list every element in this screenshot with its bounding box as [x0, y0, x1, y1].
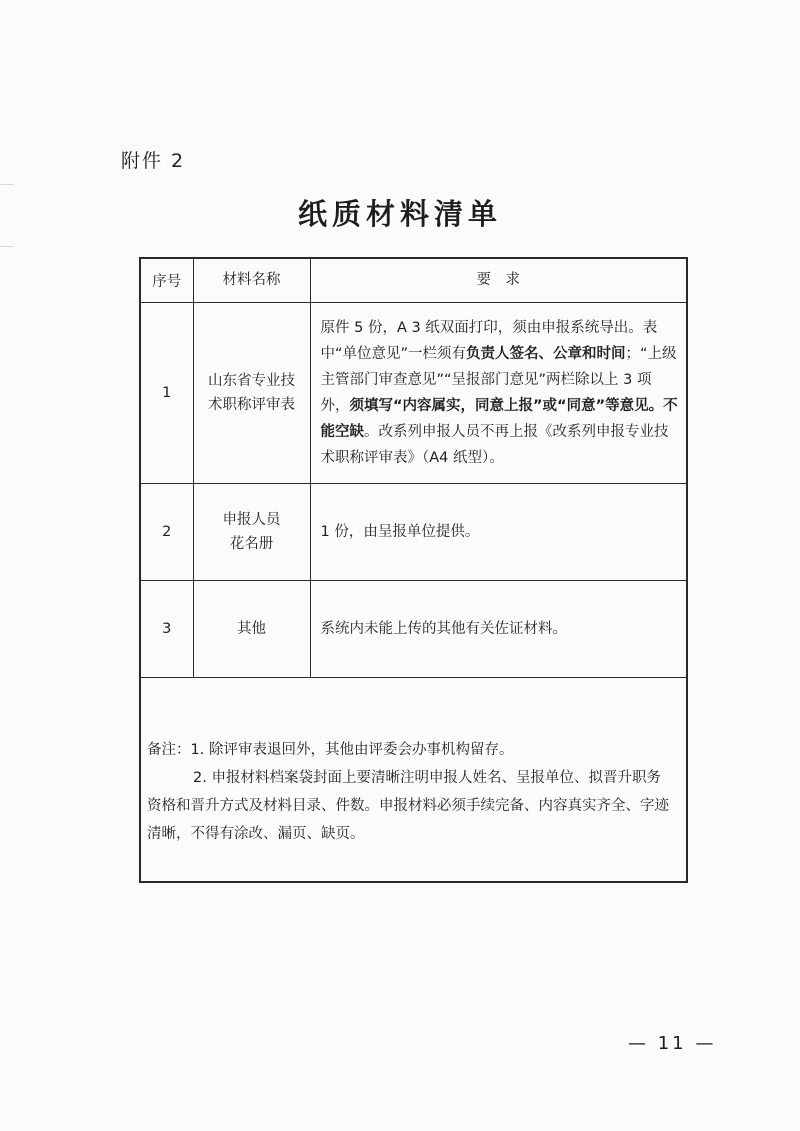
table-header-row: [141, 259, 686, 302]
table-row: [141, 580, 686, 677]
column-header-number: 序号: [141, 259, 193, 302]
note-line-1: 备注：1. 除评审表退回外，其他由评委会办事机构留存。: [147, 741, 514, 758]
requirement-text: [310, 302, 686, 483]
table-row: [141, 483, 686, 580]
document-title: 纸质材料清单: [297, 197, 502, 231]
margin-mark: [0, 246, 14, 247]
row-number: 2: [141, 483, 193, 580]
table-row: [141, 302, 686, 483]
requirement-segment: 。改系列申报人员不再上报《改系列申报专业技术职称评审表》（A4 纸型）。: [320, 423, 669, 466]
material-name-line: 术职称评审表: [208, 396, 295, 413]
material-name: [193, 302, 310, 483]
material-name-line: 花名册: [229, 535, 274, 552]
material-name-line: 申报人员: [222, 511, 281, 528]
material-name-line: 山东省专业技: [208, 372, 295, 389]
attachment-label: 附件 2: [121, 150, 186, 172]
material-name: [193, 483, 310, 580]
requirement-segment-bold: 负责人签名、公章和时间: [466, 345, 626, 362]
row-number: 3: [141, 580, 193, 677]
note-line-2: [147, 764, 674, 848]
margin-mark: [0, 184, 14, 185]
row-number: 1: [141, 302, 193, 483]
material-name: 其他: [193, 580, 310, 677]
column-header-material-name: 材料名称: [193, 259, 310, 302]
notes: [141, 677, 686, 848]
materials-table: [139, 257, 688, 883]
requirement-text: 1 份，由呈报单位提供。: [310, 483, 686, 580]
page-number: — 11 —: [628, 1033, 717, 1054]
column-header-requirements: 要 求: [310, 259, 686, 302]
note-indent: [147, 770, 193, 786]
requirement-segment: 原件 5 份，A 3 纸双面打印，须由申报系统导出。表中“单位意见”一栏须有: [320, 319, 658, 362]
requirement-segment-bold: 须填写“内容属实，同意上报”或“同意”等意见。不能空缺: [320, 397, 678, 440]
note-line-2-text: 2. 申报材料档案袋封面上要清晰注明申报人姓名、呈报单位、拟晋升职务资格和晋升方式及材料目录、件数。申报材料必须手续完备、内容真实齐全、字迹清晰，不得有涂改、漏页、缺页。: [147, 769, 669, 842]
notes-row: [141, 677, 686, 848]
requirement-text: 系统内未能上传的其他有关佐证材料。: [310, 580, 686, 677]
requirement-segment: ；“上级主管部门审查意见”“呈报部门意见”两栏除以上 3 项外，: [320, 345, 677, 414]
